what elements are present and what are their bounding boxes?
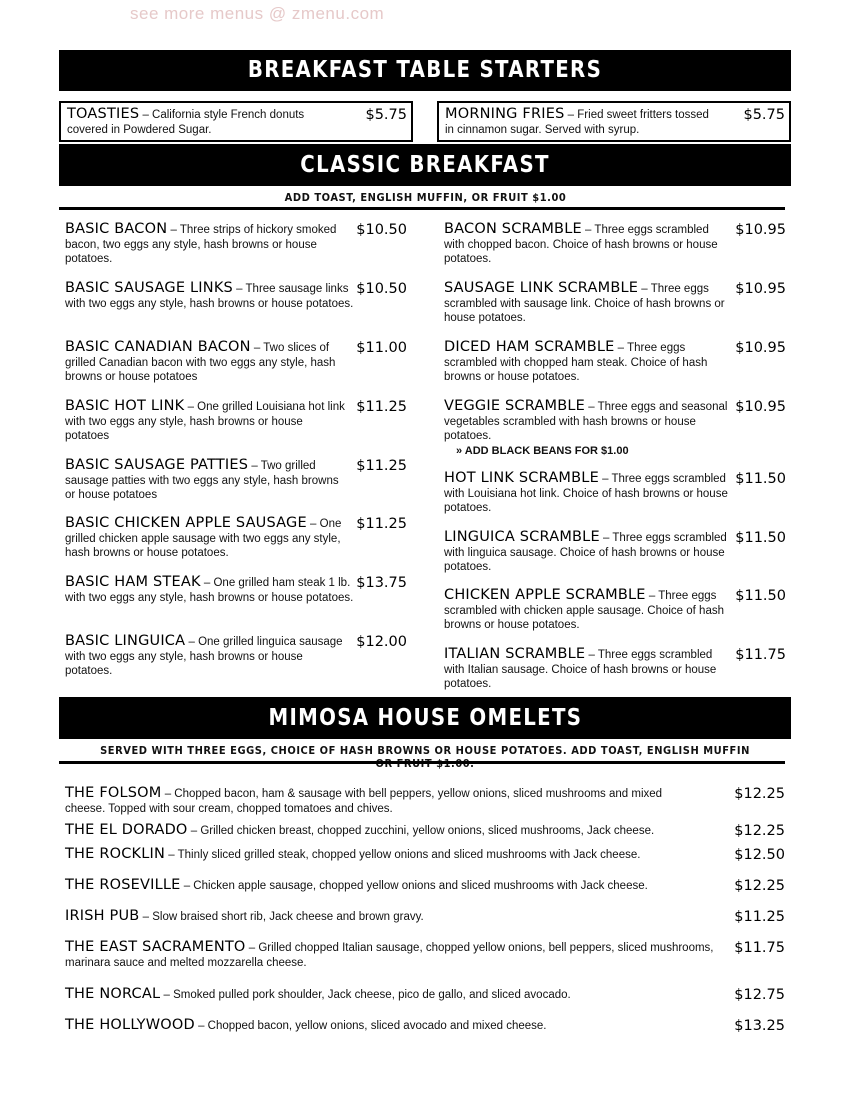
item-dash: – xyxy=(645,590,659,602)
section-note-omelets xyxy=(59,744,791,770)
menu-item-linguica-scramble xyxy=(444,530,786,575)
item-price: $12.00 xyxy=(356,634,407,650)
item-name: VEGGIE SCRAMBLE xyxy=(444,398,586,414)
menu-item-chicken-apple-scramble xyxy=(444,588,786,633)
menu-item-basic-hot-link xyxy=(65,399,407,444)
item-dash: – xyxy=(638,283,651,295)
watermark-text: see more menus @ zmenu.com xyxy=(130,4,385,23)
item-dash: – xyxy=(614,342,628,354)
note-text: SERVED WITH THREE EGGS, CHOICE OF HASH BROWNS OR HOUSE POTATOES. ADD TOAST, ENGLISH MUFFIN xyxy=(100,744,750,757)
item-price: $10.50 xyxy=(356,222,407,238)
item-dash: – xyxy=(161,788,175,800)
menu-item-diced-ham-scramble xyxy=(444,340,786,385)
item-dash: – xyxy=(564,109,578,121)
item-dash: – xyxy=(167,224,180,236)
item-dash: – xyxy=(184,401,198,413)
item-dash: – xyxy=(248,460,261,472)
item-description: Chicken apple sausage, chopped yellow onions and sliced mushrooms with Jack cheese. xyxy=(193,880,648,892)
item-dash: – xyxy=(165,849,178,861)
item-description: Grilled chicken breast, chopped zucchini, yellow onions, sliced mushrooms, Jack cheese. xyxy=(200,825,655,837)
menu-item-basic-bacon xyxy=(65,222,407,267)
item-dash: – xyxy=(180,880,194,892)
item-dash: – xyxy=(139,911,153,923)
item-description: Chopped bacon, yellow onions, sliced avocado and mixed cheese. xyxy=(207,1020,547,1032)
item-dash: – xyxy=(581,224,595,236)
divider-rule xyxy=(59,207,785,210)
item-name: BASIC HAM STEAK xyxy=(65,574,201,590)
menu-item-the-east-sacramento xyxy=(65,940,785,970)
item-description: California style French donuts covered in Powdered Sugar. xyxy=(67,109,305,136)
item-price: $11.50 xyxy=(735,471,786,487)
item-name: THE FOLSOM xyxy=(65,785,162,801)
item-dash: – xyxy=(306,518,320,530)
item-description: Three eggs scrambled with chopped bacon. Choice of hash browns or house potatoes. xyxy=(444,224,718,265)
item-description: Chopped bacon, ham & sausage with bell peppers, yellow onions, sliced mushrooms and mixed cheese. Topped with sour cream, chopped tomatoes and chives. xyxy=(65,788,663,815)
item-description: Smoked pulled pork shoulder, Jack cheese, pico de gallo, and sliced avocado. xyxy=(173,989,571,1001)
item-description: Three sausage links with two eggs any style, hash browns or house potatoes. xyxy=(65,283,354,310)
item-description: Three eggs scrambled with chopped ham steak. Choice of hash browns or house potatoes. xyxy=(444,342,708,383)
item-price: $5.75 xyxy=(743,107,785,123)
item-price: $12.75 xyxy=(734,987,785,1003)
section-note-classic xyxy=(59,191,791,204)
item-name: BASIC SAUSAGE PATTIES xyxy=(65,457,249,473)
item-dash: – xyxy=(200,577,214,589)
item-description: Two slices of grilled Canadian bacon with two eggs any style, hash browns or house potatoes xyxy=(65,342,336,383)
item-price: $12.50 xyxy=(734,847,785,863)
menu-item-italian-scramble xyxy=(444,647,786,692)
item-description: Fried sweet fritters tossed in cinnamon sugar. Served with syrup. xyxy=(445,109,709,136)
item-price: $13.75 xyxy=(356,575,407,591)
menu-item-basic-sausage-patties xyxy=(65,458,407,503)
item-name: THE HOLLYWOOD xyxy=(65,1017,195,1033)
menu-item-the-norcal xyxy=(65,987,785,1003)
item-name: BASIC CANADIAN BACON xyxy=(65,339,251,355)
item-description: Three eggs scrambled with sausage link. Choice of hash browns or house potatoes. xyxy=(444,283,725,324)
item-dash: – xyxy=(250,342,264,354)
note-text: ADD TOAST, ENGLISH MUFFIN, OR FRUIT $1.00 xyxy=(284,191,566,204)
item-dash: – xyxy=(160,989,174,1001)
item-name: CHICKEN APPLE SCRAMBLE xyxy=(444,587,646,603)
item-name: ITALIAN SCRAMBLE xyxy=(444,646,586,662)
menu-item-bacon-scramble xyxy=(444,222,786,267)
item-dash: – xyxy=(585,401,598,413)
item-price: $10.95 xyxy=(735,399,786,415)
item-name: TOASTIES xyxy=(67,106,140,122)
section-banner-starters xyxy=(59,50,791,91)
menu-item-sausage-link-scramble xyxy=(444,281,786,326)
item-name: LINGUICA SCRAMBLE xyxy=(444,529,600,545)
item-dash: – xyxy=(187,825,201,837)
item-price: $11.25 xyxy=(356,399,407,415)
item-dash: – xyxy=(139,109,153,121)
menu-item-the-folsom xyxy=(65,786,785,816)
item-description: One grilled Louisiana hot link with two eggs any style, hash browns or house potatoes xyxy=(65,401,345,442)
item-description: Three eggs scrambled with Italian sausage. Choice of hash browns or house potatoes. xyxy=(444,649,717,690)
item-price: $12.25 xyxy=(734,823,785,839)
starter-card-morning-fries xyxy=(437,101,791,142)
item-price: $5.75 xyxy=(365,107,407,123)
item-price: $10.95 xyxy=(735,340,786,356)
menu-item-irish-pub xyxy=(65,909,785,925)
item-name: THE EAST SACRAMENTO xyxy=(65,939,246,955)
menu-item xyxy=(445,107,785,137)
item-description: One grilled chicken apple sausage with two eggs any style, hash browns or house potatoes. xyxy=(65,518,342,559)
item-price: $11.50 xyxy=(735,588,786,604)
item-description: Three eggs scrambled with linguica sausage. Choice of hash browns or house potatoes. xyxy=(444,532,727,573)
starter-card-toasties xyxy=(59,101,413,142)
item-dash: – xyxy=(245,942,259,954)
menu-item-the-el-dorado xyxy=(65,823,785,839)
item-dash: – xyxy=(185,636,199,648)
item-price: $11.75 xyxy=(735,647,786,663)
section-banner-classic xyxy=(59,144,791,186)
add-on-note: » ADD BLACK BEANS FOR $1.00 xyxy=(456,444,629,457)
item-name: SAUSAGE LINK SCRAMBLE xyxy=(444,280,639,296)
item-name: THE ROSEVILLE xyxy=(65,877,181,893)
item-name: HOT LINK SCRAMBLE xyxy=(444,470,599,486)
item-description: Three eggs scrambled with chicken apple sausage. Choice of hash browns or house potatoes. xyxy=(444,590,724,631)
item-name: THE NORCAL xyxy=(65,986,161,1002)
item-price: $11.25 xyxy=(356,458,407,474)
item-price: $11.75 xyxy=(734,940,785,956)
item-price: $11.00 xyxy=(356,340,407,356)
item-price: $10.95 xyxy=(735,281,786,297)
menu-item-basic-chicken-apple-sausage xyxy=(65,516,407,561)
item-name: THE EL DORADO xyxy=(65,822,188,838)
item-name: BASIC BACON xyxy=(65,221,168,237)
item-price: $11.50 xyxy=(735,530,786,546)
item-description: Three strips of hickory smoked bacon, two eggs any style, hash browns or house potatoes. xyxy=(65,224,337,265)
menu-item-basic-canadian-bacon xyxy=(65,340,407,385)
menu-item-the-rocklin xyxy=(65,847,785,863)
item-name: BACON SCRAMBLE xyxy=(444,221,582,237)
item-name: BASIC SAUSAGE LINKS xyxy=(65,280,233,296)
item-dash: – xyxy=(598,473,612,485)
item-name: IRISH PUB xyxy=(65,908,140,924)
item-description: Two grilled sausage patties with two eggs any style, hash browns or house potatoes xyxy=(65,460,339,501)
item-dash: – xyxy=(232,283,246,295)
item-description: Thinly sliced grilled steak, chopped yellow onions and sliced mushrooms with Jack cheese. xyxy=(177,849,641,861)
item-description: Three eggs and seasonal vegetables scrambled with hash browns or house potatoes. xyxy=(444,401,728,442)
item-dash: – xyxy=(194,1020,208,1032)
item-price: $13.25 xyxy=(734,1018,785,1034)
item-dash: – xyxy=(585,649,598,661)
item-description: Slow braised short rib, Jack cheese and brown gravy. xyxy=(152,911,424,923)
menu-item xyxy=(67,107,407,137)
item-price: $12.25 xyxy=(734,878,785,894)
item-name: DICED HAM SCRAMBLE xyxy=(444,339,615,355)
menu-item-basic-sausage-links xyxy=(65,281,407,311)
item-name: MORNING FRIES xyxy=(445,106,565,122)
item-name: BASIC LINGUICA xyxy=(65,633,186,649)
menu-item-basic-ham-steak xyxy=(65,575,407,605)
section-title: MIMOSA HOUSE OMELETS xyxy=(268,705,582,731)
item-price: $11.25 xyxy=(356,516,407,532)
item-price: $11.25 xyxy=(734,909,785,925)
item-name: THE ROCKLIN xyxy=(65,846,166,862)
menu-item-the-hollywood xyxy=(65,1018,785,1034)
item-description: One grilled ham steak 1 lb. with two eggs any style, hash browns or house potatoes. xyxy=(65,577,354,604)
menu-item-hot-link-scramble xyxy=(444,471,786,516)
section-title: CLASSIC BREAKFAST xyxy=(300,152,550,178)
item-price: $12.25 xyxy=(734,786,785,802)
item-name: BASIC CHICKEN APPLE SAUSAGE xyxy=(65,515,307,531)
item-description: Three eggs scrambled with Louisiana hot link. Choice of hash browns or house potatoes. xyxy=(444,473,728,514)
item-price: $10.50 xyxy=(356,281,407,297)
item-description: One grilled linguica sausage with two eggs any style, hash browns or house potatoes. xyxy=(65,636,343,677)
item-dash: – xyxy=(599,532,613,544)
section-banner-omelets xyxy=(59,697,791,739)
item-description: Grilled chopped Italian sausage, chopped yellow onions, bell peppers, sliced mushrooms, marinara sauce and melted mozzarella cheese. xyxy=(65,942,714,969)
item-price: $10.95 xyxy=(735,222,786,238)
menu-item-basic-linguica xyxy=(65,634,407,679)
item-name: BASIC HOT LINK xyxy=(65,398,185,414)
menu-item-veggie-scramble xyxy=(444,399,786,458)
section-title: BREAKFAST TABLE STARTERS xyxy=(247,57,603,83)
menu-item-the-roseville xyxy=(65,878,785,894)
divider-rule xyxy=(59,761,785,764)
